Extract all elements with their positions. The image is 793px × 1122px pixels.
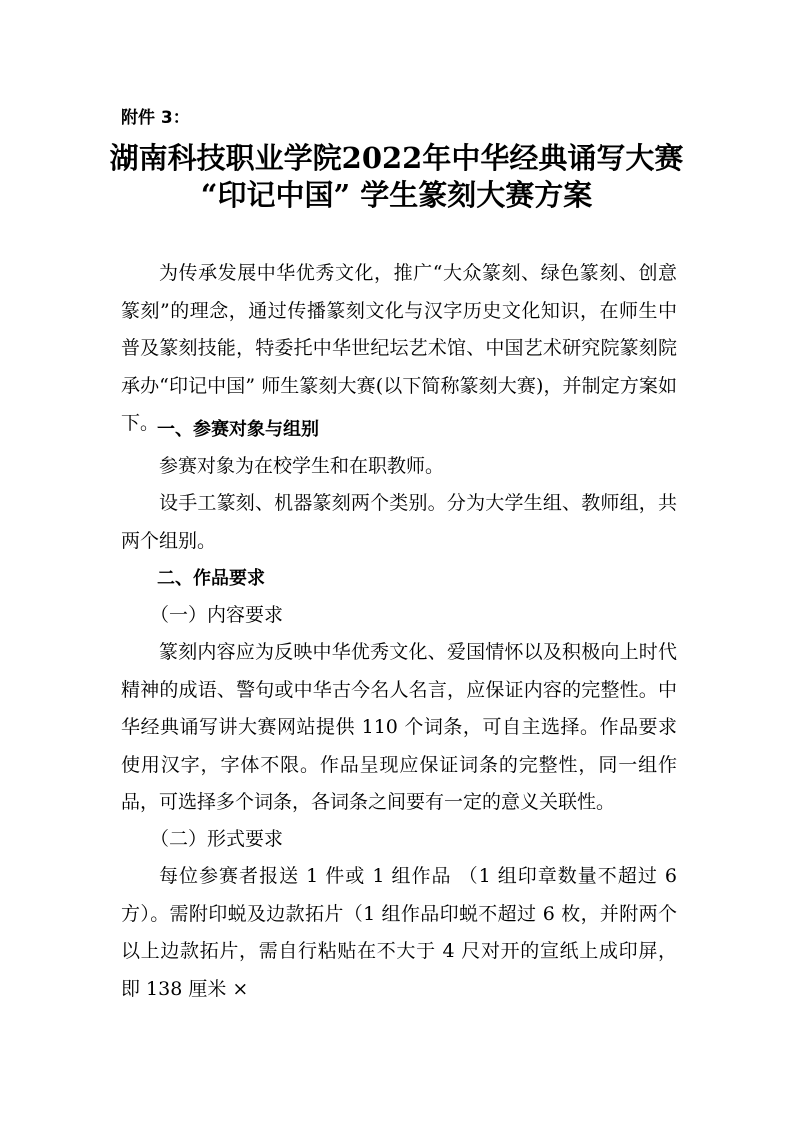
section-1-text-1: 参赛对象为在校学生和在职教师。 (159, 455, 445, 477)
section-1-heading: 一、参赛对象与组别 (157, 419, 319, 440)
intro-text: 为传承发展中华优秀文化，推广“大众篆刻、绿色篆刻、创意篆刻”的理念，通过传播篆刻文化与汉字历史文化知识，在师生中普及篆刻技能，特委托中华世纪坛艺术馆、中国艺术研究院篆刻院承办“印记中国” 师生篆刻大赛(以下简称篆刻大赛)，并制定方案如下。 (121, 262, 677, 434)
subsection-2-paragraph (121, 858, 677, 1008)
document-title-line-1: 湖南科技职业学院2022年中华经典诵写大赛 (109, 141, 684, 175)
subsection-1-text: 篆刻内容应为反映中华优秀文化、爱国情怀以及积极向上时代精神的成语、警句或中华古今名人名言，应保证内容的完整性。中华经典诵写讲大赛网站提供 110 个词条，可自主选择。作品要求使用汉字，字体不限。作品呈现应保证词条的完整性，同一组作品，可选择多个词条，各词条之间要有一定的意义关联性。 (121, 641, 677, 813)
subsection-1-paragraph (121, 634, 677, 822)
subsection-1-heading: （一）内容要求 (150, 604, 284, 626)
section-2-heading: 二、作品要求 (157, 568, 265, 589)
section-1-paragraph-2 (121, 485, 677, 560)
section-1-paragraph-1 (121, 448, 677, 486)
document-title-line-2: “印记中国” 学生篆刻大赛方案 (200, 178, 593, 212)
subsection-2-text: 每位参赛者报送 1 件或 1 组作品 （1 组印章数量不超过 6 方）。需附印蜕及边款拓片（1 组作品印蜕不超过 6 枚，并附两个以上边款拓片，需自行粘贴在不大于 4 尺对开的宣纸上成印屏，即 138 厘米 × (121, 865, 677, 1000)
annex-label: 附件 3： (121, 108, 190, 128)
subsection-2-heading: （二）形式要求 (150, 828, 284, 850)
section-1-text-2: 设手工篆刻、机器篆刻两个类别。分为大学生组、教师组，共两个组别。 (121, 492, 677, 552)
